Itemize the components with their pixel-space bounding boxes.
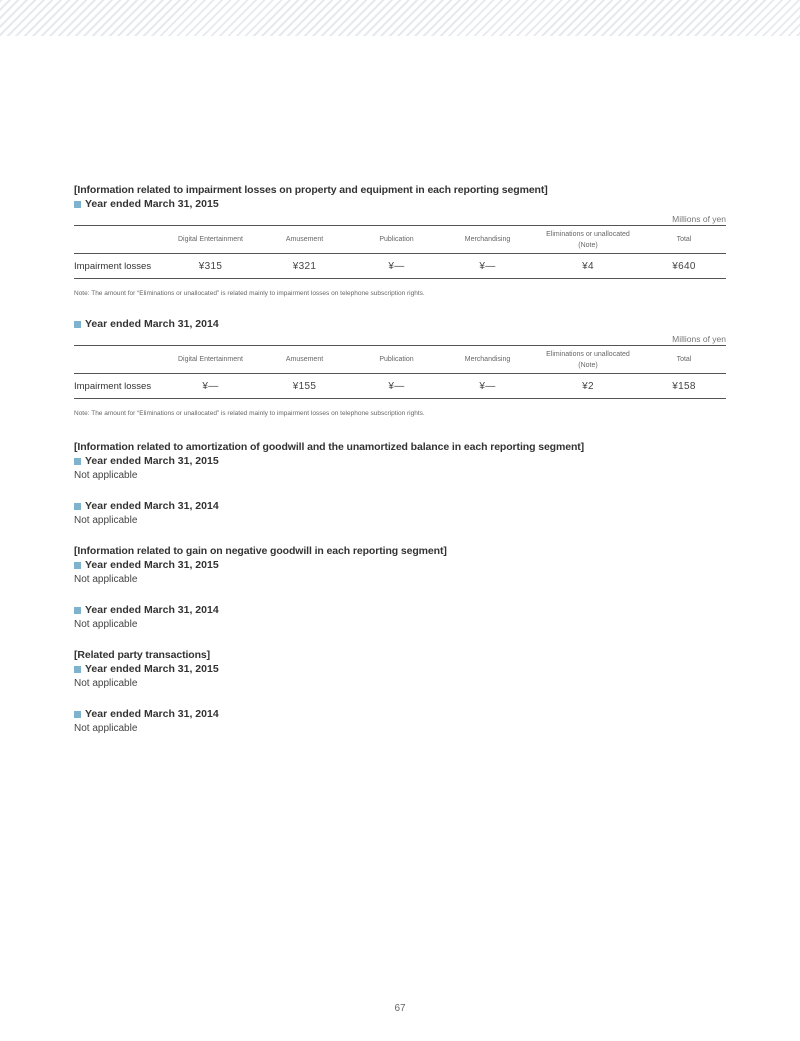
cell-digital: ¥— xyxy=(202,380,219,392)
col-header-total: Total xyxy=(676,236,692,243)
goodwill-2014-title-text: Year ended March 31, 2014 xyxy=(85,500,219,512)
col-header-total: Total xyxy=(676,356,692,363)
col-header-merchandising: Merchandising xyxy=(464,236,511,243)
cell-eliminations: ¥4 xyxy=(582,260,594,272)
page-content xyxy=(74,183,726,737)
table-header-row xyxy=(74,226,726,254)
table-header-row xyxy=(74,346,726,374)
square-bullet-icon xyxy=(74,666,81,673)
impairment-2015-title xyxy=(74,197,726,211)
table-row xyxy=(74,254,726,279)
col-header-publication: Publication xyxy=(379,356,414,363)
square-bullet-icon xyxy=(74,321,81,328)
impairment-heading: [Information related to impairment losses on property and equipment in each reporting segment] xyxy=(74,184,548,196)
negative-goodwill-2015-title xyxy=(74,558,726,572)
impairment-2014-units: Millions of yen xyxy=(672,334,726,344)
row-label: Impairment losses xyxy=(74,380,152,392)
col-header-publication: Publication xyxy=(379,236,414,243)
cell-eliminations: ¥2 xyxy=(582,380,594,392)
related-party-2015-text: Not applicable xyxy=(74,678,138,689)
col-header-eliminations-line1: Eliminations or unallocated xyxy=(546,230,630,238)
impairment-2014-title xyxy=(74,317,726,331)
related-party-2015-title-text: Year ended March 31, 2015 xyxy=(85,663,219,675)
cell-publication: ¥— xyxy=(388,260,405,272)
related-party-2015-title xyxy=(74,662,726,676)
goodwill-2015-title xyxy=(74,454,726,468)
goodwill-2015-title-text: Year ended March 31, 2015 xyxy=(85,455,219,467)
impairment-2015-note: Note: The amount for “Eliminations or unallocated” is related mainly to impairment losses on telephone subscription rights. xyxy=(74,290,425,297)
square-bullet-icon xyxy=(74,503,81,510)
square-bullet-icon xyxy=(74,201,81,208)
impairment-2014-note: Note: The amount for “Eliminations or unallocated” is related mainly to impairment losses on telephone subscription rights. xyxy=(74,410,425,417)
goodwill-heading: [Information related to amortization of goodwill and the unamortized balance in each reporting segment] xyxy=(74,441,585,453)
col-header-blank xyxy=(74,346,164,374)
impairment-2015-table xyxy=(74,225,726,279)
impairment-2015-units: Millions of yen xyxy=(672,214,726,224)
impairment-2014-table xyxy=(74,345,726,399)
related-party-heading: [Related party transactions] xyxy=(74,649,211,661)
cell-publication: ¥— xyxy=(388,380,405,392)
col-header-eliminations-line2: (Note) xyxy=(578,361,598,369)
col-header-eliminations-line2: (Note) xyxy=(578,241,598,249)
square-bullet-icon xyxy=(74,458,81,465)
col-header-eliminations xyxy=(534,226,642,254)
col-header-eliminations xyxy=(534,346,642,374)
related-party-2014-title xyxy=(74,707,726,721)
square-bullet-icon xyxy=(74,607,81,614)
col-header-digital: Digital Entertainment xyxy=(178,236,243,243)
col-header-amusement: Amusement xyxy=(285,356,324,363)
related-party-2014-text: Not applicable xyxy=(74,723,138,734)
goodwill-2014-title xyxy=(74,499,726,513)
negative-goodwill-2014-title-text: Year ended March 31, 2014 xyxy=(85,604,219,616)
cell-total: ¥640 xyxy=(672,260,696,272)
cell-amusement: ¥321 xyxy=(292,260,317,272)
col-header-merchandising: Merchandising xyxy=(464,356,511,363)
negative-goodwill-2014-title xyxy=(74,603,726,617)
row-label: Impairment losses xyxy=(74,260,152,272)
col-header-eliminations-line1: Eliminations or unallocated xyxy=(546,350,630,358)
related-party-2014-title-text: Year ended March 31, 2014 xyxy=(85,708,219,720)
header-pattern-band xyxy=(0,0,800,36)
cell-total: ¥158 xyxy=(672,380,696,392)
table-row xyxy=(74,374,726,399)
negative-goodwill-2014-text: Not applicable xyxy=(74,619,138,630)
col-header-amusement: Amusement xyxy=(285,236,324,243)
goodwill-2015-text: Not applicable xyxy=(74,470,138,481)
impairment-2014-title-text: Year ended March 31, 2014 xyxy=(85,318,219,330)
square-bullet-icon xyxy=(74,562,81,569)
square-bullet-icon xyxy=(74,711,81,718)
cell-amusement: ¥155 xyxy=(292,380,317,392)
goodwill-2014-text: Not applicable xyxy=(74,515,138,526)
col-header-digital: Digital Entertainment xyxy=(178,356,243,363)
negative-goodwill-2015-title-text: Year ended March 31, 2015 xyxy=(85,559,219,571)
col-header-blank xyxy=(74,226,164,254)
negative-goodwill-heading: [Information related to gain on negative goodwill in each reporting segment] xyxy=(74,545,447,557)
impairment-2015-title-text: Year ended March 31, 2015 xyxy=(85,198,219,210)
cell-merchandising: ¥— xyxy=(479,380,496,392)
page-number: 67 xyxy=(394,1003,406,1014)
cell-digital: ¥315 xyxy=(198,260,223,272)
negative-goodwill-2015-text: Not applicable xyxy=(74,574,138,585)
cell-merchandising: ¥— xyxy=(479,260,496,272)
